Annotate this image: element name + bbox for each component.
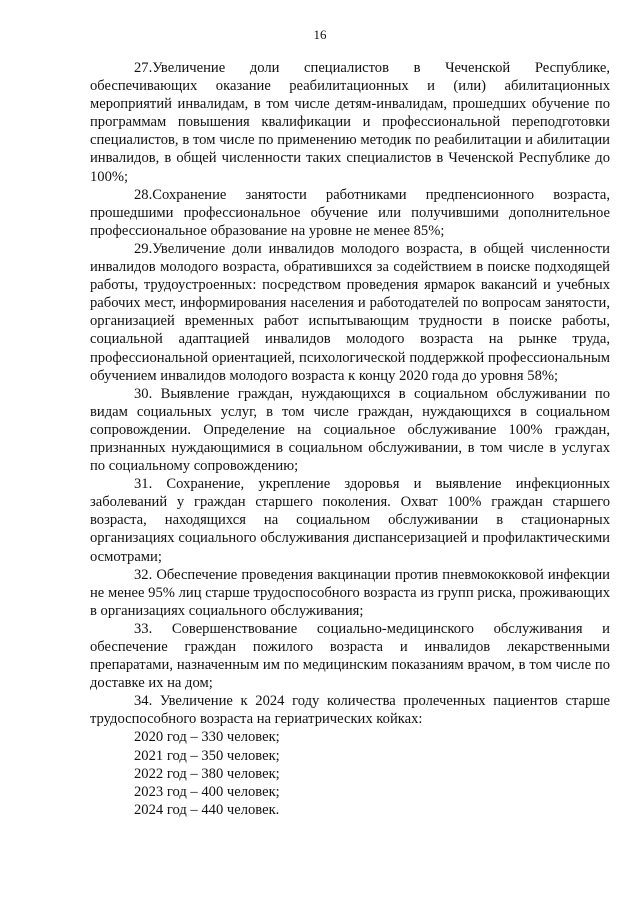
list-item-2024: 2024 год – 440 человек. [134,801,280,818]
paragraph-29: 29.Увеличение доли инвалидов молодого возраста, в общей численности инвалидов молодого возраста, обратившихся за содействием в поиске подходящей работы, трудоустроенных: посредством проведения ярмарок вакансий и учебных рабочих мест, информирования населения и работодателей по вопросам занятости, организацией временных работ испытывающим трудности в поиске работы, социальной адаптацией инвалидов молодого возраста на рынке труда, профессиональной ориентацией, психологической поддержкой профессиональным обучением инвалидов молодого возраста к концу 2020 года до уровня 58%; [90,240,610,384]
paragraph-31: 31. Сохранение, укрепление здоровья и выявление инфекционных заболеваний у граждан старшего поколения. Охват 100% граждан старшего возраста, находящихся на социальном обслуживании в стационарных организациях социального обслуживания диспансеризацией и профилактическими осмотрами; [90,476,610,565]
document-body [90,59,610,819]
list-item-2023: 2023 год – 400 человек; [134,783,280,800]
paragraph-30: 30. Выявление граждан, нуждающихся в социальном обслуживании по видам социальных услуг, в том числе граждан, нуждающихся в социальном сопровождении. Определение на социальное обслуживание 100% граждан, признанных нуждающимися в социальном обслуживании, в том числе в услугах по социальному сопровождению; [90,385,610,475]
paragraph-28: 28.Сохранение занятости работниками предпенсионного возраста, прошедшими профессиональное обучение или получившими дополнительное профессиональное образование на уровне не менее 85%; [90,186,610,239]
paragraph-32: 32. Обеспечение проведения вакцинации против пневмококковой инфекции не менее 95% лиц старше трудоспособного возраста из групп риска, проживающих в организациях социального обслуживания; [90,566,610,619]
year-target-list [90,728,610,818]
paragraph-27: 27.Увеличение доли специалистов в Чеченской Республике, обеспечивающих оказание реабилитационных и (или) абилитационных мероприятий инвалидам, в том числе детям-инвалидам, прошедших обучение по программам повышения квалификации и профессиональной переподготовки специалистов, в том числе по применению методик по реабилитации и абилитации инвалидов, в общей численности таких специалистов в Чеченской Республике до 100%; [90,60,610,185]
list-item-2020: 2020 год – 330 человек; [134,729,280,746]
list-item-2022: 2022 год – 380 человек; [134,765,280,782]
paragraph-34: 34. Увеличение к 2024 году количества пролеченных пациентов старше трудоспособного возраста на гериатрических койках: [90,693,610,728]
list-item-2021: 2021 год – 350 человек; [134,747,280,764]
page-number: 16 [313,27,327,42]
paragraph-33: 33. Совершенствование социально-медицинского обслуживания и обеспечение граждан пожилого возраста и инвалидов лекарственными препаратами, назначенным им по медицинским показаниям врачом, в том числе по доставке их на дом; [90,620,610,692]
